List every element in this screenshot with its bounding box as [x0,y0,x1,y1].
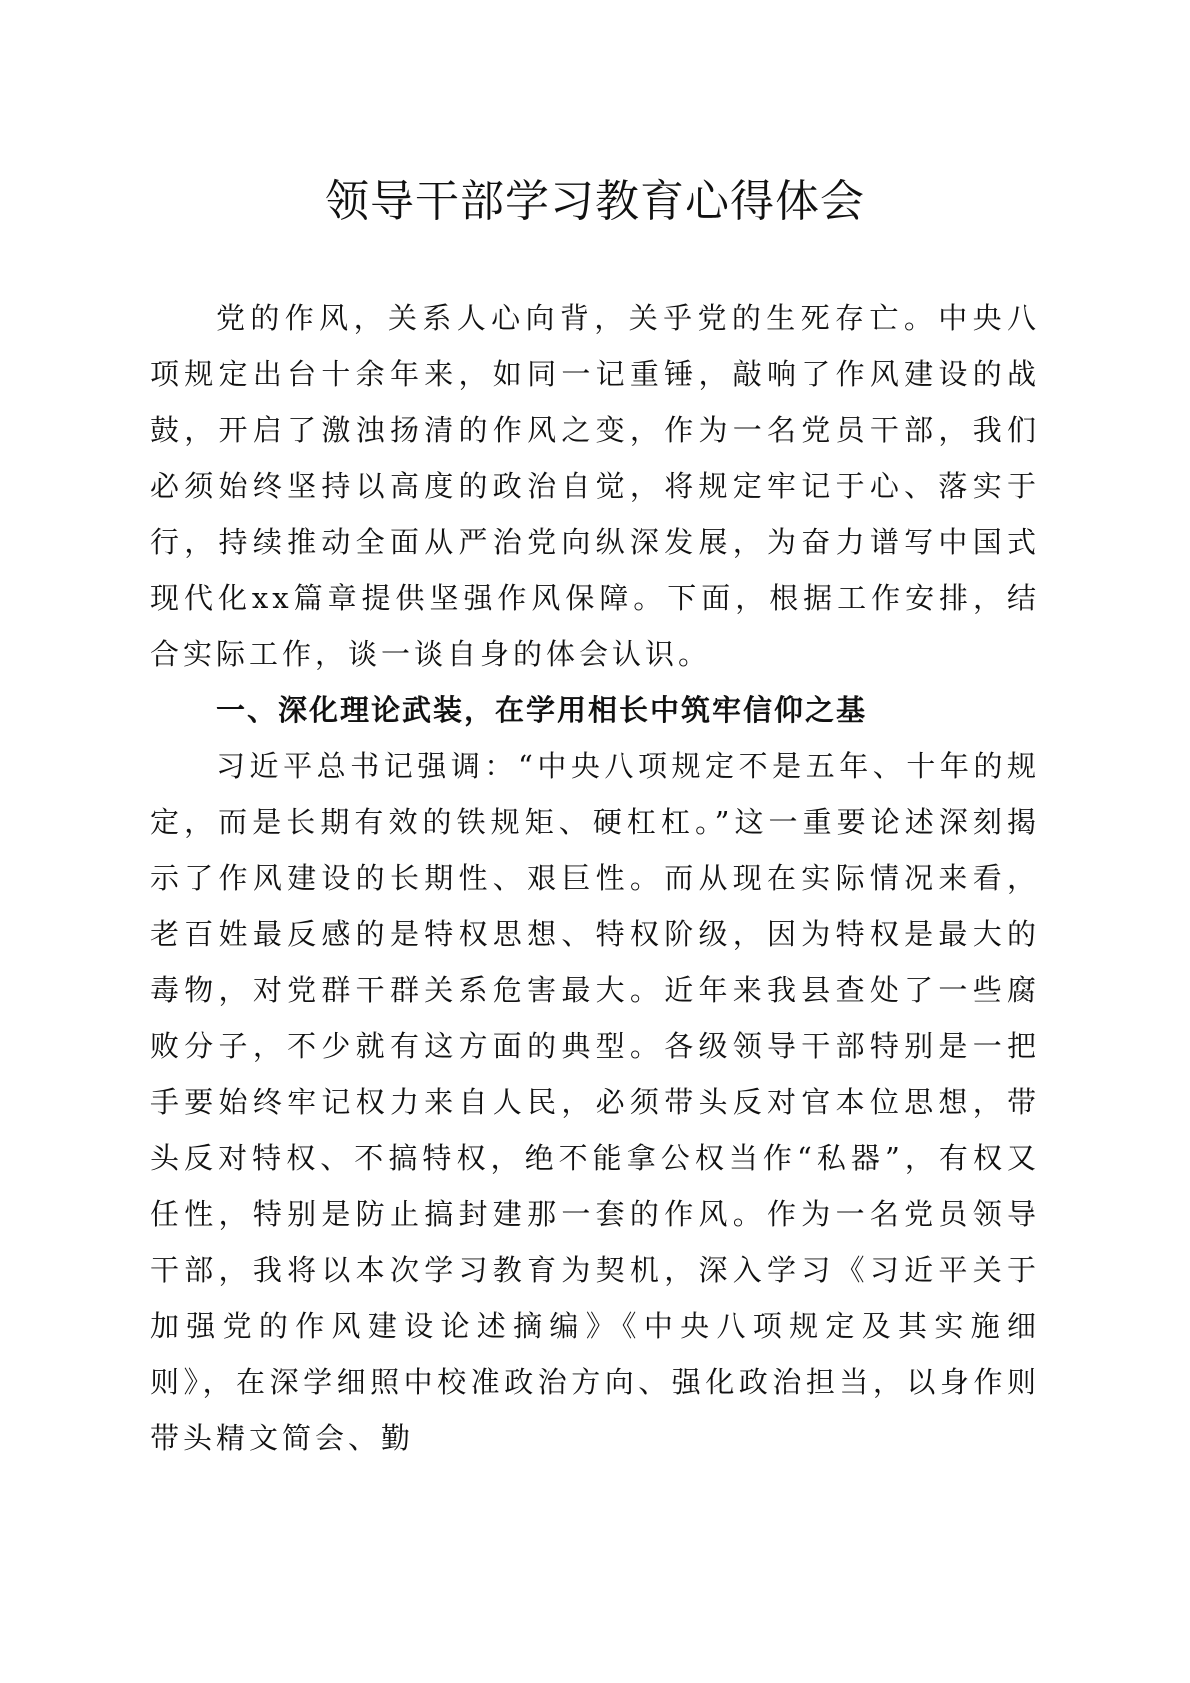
document-title: 领导干部学习教育心得体会 [325,176,865,227]
intro-paragraph: 党的作风，关系人心向背，关乎党的生死存亡。中央八项规定出台十余年来，如同一记重锤，敲响了作风建设的战鼓，开启了激浊扬清的作风之变，作为一名党员干部，我们必须始终坚持以高度的政治自觉，将规定牢记于心、落实于行，持续推动全面从严治党向纵深发展，为奋力谱写中国式现代化xx篇章提供坚强作风保障。下面，根据工作安排，结合实际工作，谈一谈自身的体会认识。 [150,301,1040,671]
section-1-paragraph: 习近平总书记强调：“中央八项规定不是五年、十年的规定，而是长期有效的铁规矩、硬杠杠。”这一重要论述深刻揭示了作风建设的长期性、艰巨性。而从现在实际情况来看，老百姓最反感的是特权思想、特权阶级，因为特权是最大的毒物，对党群干群关系危害最大。近年来我县查处了一些腐败分子，不少就有这方面的典型。各级领导干部特别是一把手要始终牢记权力来自人民，必须带头反对官本位思想，带头反对特权、不搞特权，绝不能拿公权当作“私器”，有权又任性，特别是防止搞封建那一套的作风。作为一名党员领导干部，我将以本次学习教育为契机，深入学习《习近平关于加强党的作风建设论述摘编》《中央八项规定及其实施细则》，在深学细照中校准政治方向、强化政治担当，以身作则带头精文简会、勤 [150,749,1040,1455]
document-body [150,290,1040,1466]
section-heading-1: 一、深化理论武装，在学用相长中筑牢信仰之基 [216,693,868,727]
